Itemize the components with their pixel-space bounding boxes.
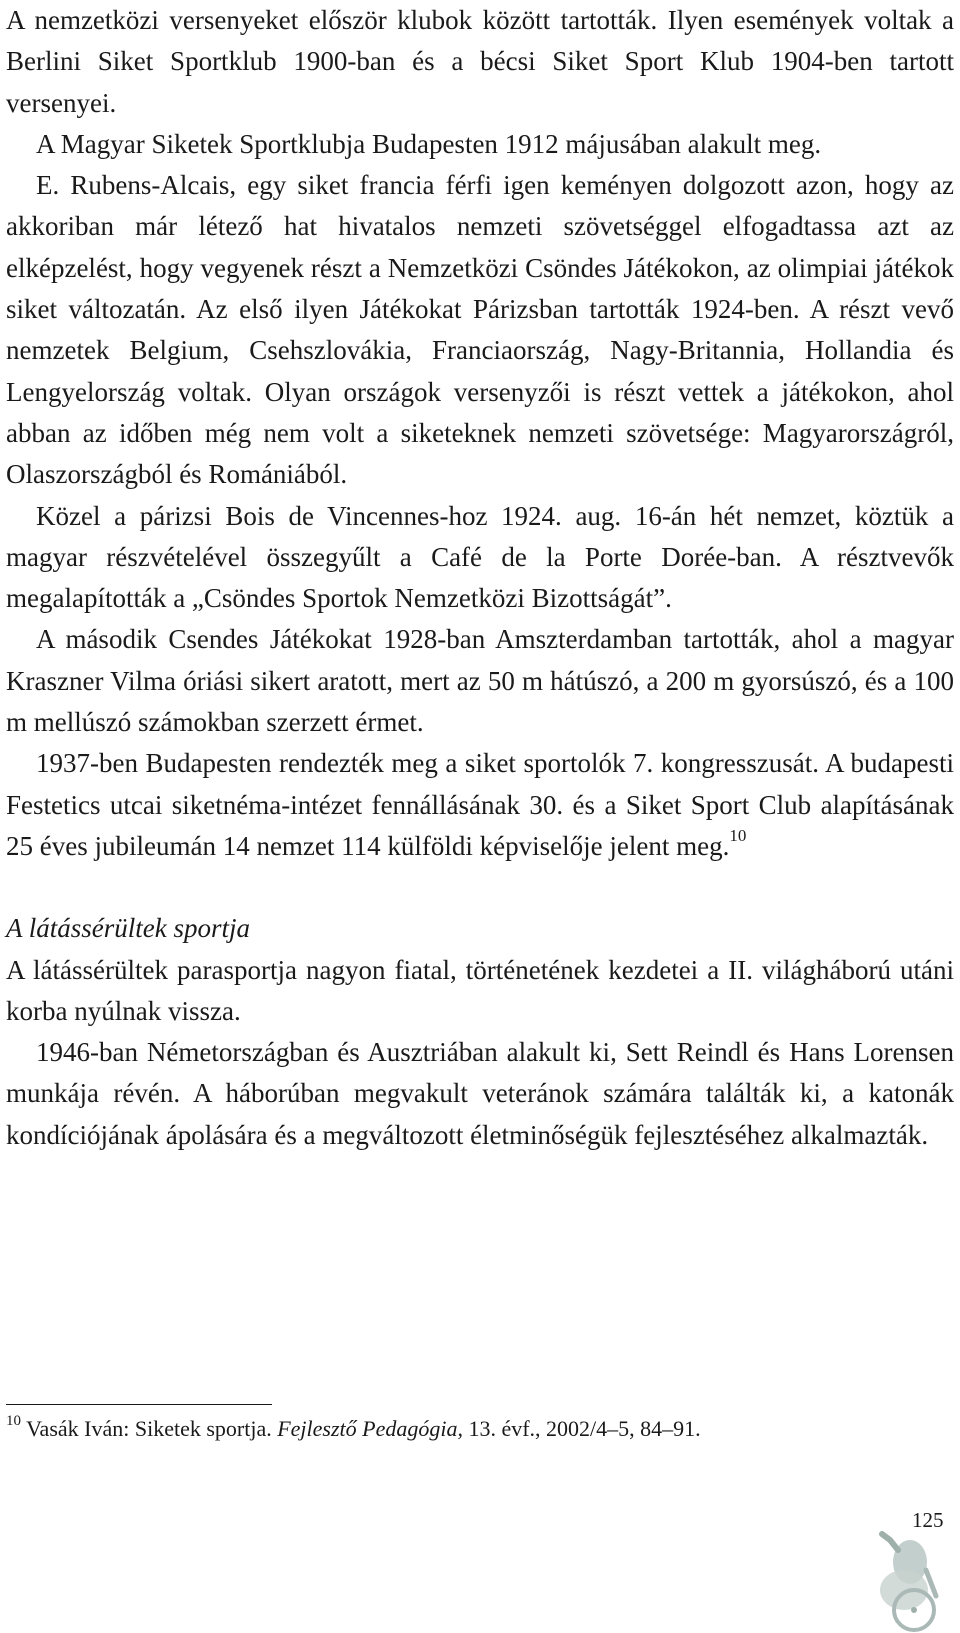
paragraph-vincennes: Közel a párizsi Bois de Vincennes-hoz 1924. aug. 16-án hét nemzet, köztük a magyar részvételével összegyűlt a Café de la Porte Dorée-ban. A résztvevők megalapították a „Csöndes Sportok Nemzetközi Bizottságát”. (6, 500, 954, 614)
footnote-text-before: Vasák Iván: Siketek sportja. (26, 1416, 272, 1441)
paragraph-international-competitions: A nemzetközi versenyeket először klubok között tartották. Ilyen események voltak a Berlini Siket Sportklub 1900-ban és a bécsi Siket Sport Klub 1904-ben tartott versenyei. (6, 5, 954, 118)
footnote-reference[interactable]: 10 (729, 825, 747, 845)
congress-text: 1937-ben Budapesten rendezték meg a siket sportolók 7. kongresszusát. A budapesti Festetics utcai siketnéma-intézet fennállásának 30. és a Siket Sport Club alapításának 25 éves jubileumán 14 nemzet 114 külföldi képviselője jelent meg. (6, 748, 954, 861)
paragraph-rubens-alcais: E. Rubens-Alcais, egy siket francia férfi igen keményen dolgozott azon, hogy az akkoriban már létező hat hivatalos nemzeti szövetséggel elfogadtassa azt az elképzelést, hogy vegyenek részt a Nemzetközi Csöndes Játékokon, az olimpiai játékok siket változatán. Az első ilyen Játékokat Párizsban tartották 1924-ben. A részt vevő nemzetek Belgium, Csehszlovákia, Franciaország, Nagy-Britannia, Hollandia és Lengyelország voltak. Olyan országok versenyzői is részt vettek a játékokon, ahol abban az időben még nem volt a siketeknek nemzeti szövetsége: Magyarországról, Olaszországból és Romániából. (6, 170, 954, 490)
body-text (6, 0, 954, 1156)
footnote-text-after: 13. évf., 2002/4–5, 84–91. (468, 1416, 701, 1441)
paragraph-visually-impaired-intro: A látássérültek parasportja nagyon fiatal, történetének kezdetei a II. világháború utáni korba nyúlnak vissza. (6, 954, 954, 1026)
paragraph-visually-impaired-history: 1946-ban Németországban és Ausztriában alakult ki, Sett Reindl és Hans Lorensen munkája révén. A háborúban megvakult veteránok számára találták ki, a katonák kondíciójának ápolására és a megváltozott életminőségük fejlesztéséhez alkalmazták. (6, 1037, 954, 1150)
footnote (6, 1414, 954, 1444)
footnote-separator (6, 1404, 272, 1405)
page-number: 125 (912, 1508, 944, 1532)
footnote-number: 10 (6, 1412, 21, 1429)
paragraph-budapest-congress (6, 743, 954, 867)
footnote-journal: Fejlesztő Pedagógia, (277, 1416, 463, 1441)
paragraph-hungarian-club: A Magyar Siketek Sportklubja Budapesten 1912 májusában alakult meg. (36, 128, 822, 159)
section-heading: A látássérültek sportja (6, 913, 251, 944)
paragraph-amsterdam: A második Csendes Játékokat 1928-ban Amszterdamban tartották, ahol a magyar Kraszner Vilma óriási sikert aratott, mert az 50 m hátúszó, a 200 m gyorsúszó, és a 100 m mellúszó számokban szerzett érmet. (6, 624, 954, 738)
